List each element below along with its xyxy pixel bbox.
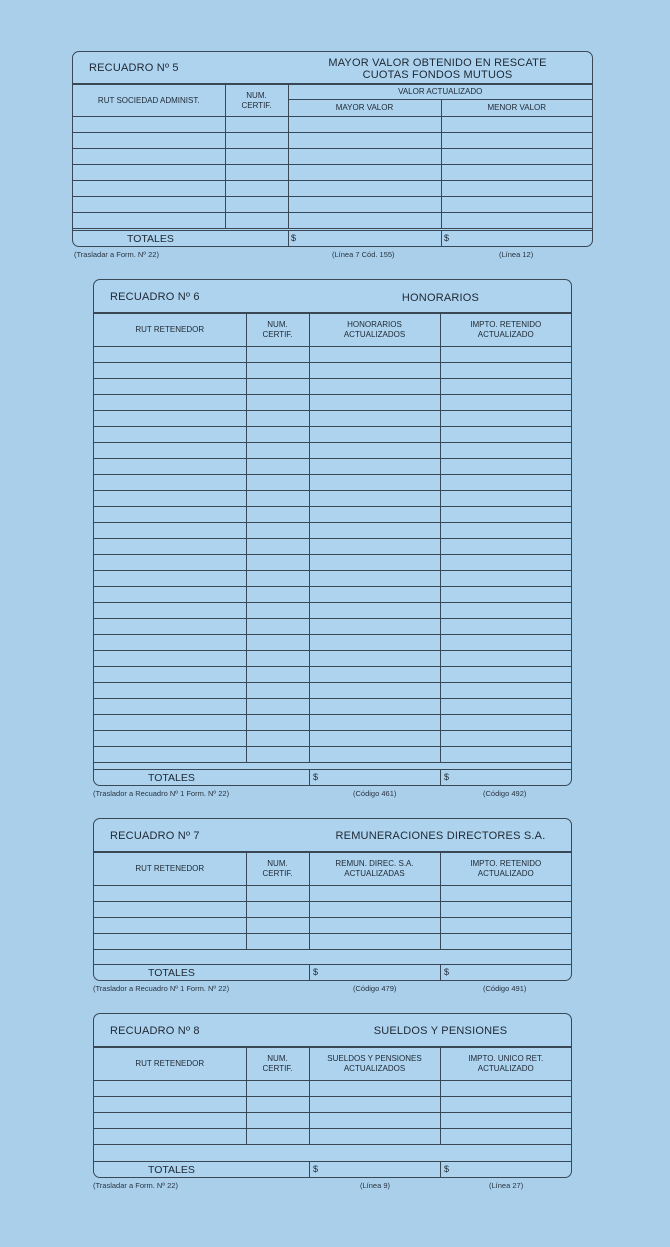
totals-impto-currency[interactable]: $ xyxy=(444,772,450,782)
table-row[interactable] xyxy=(73,133,592,149)
table-row[interactable] xyxy=(94,1113,571,1129)
recuadro-6-note-col3: (Código 461) xyxy=(353,789,397,798)
col-impto-unico: IMPTO. UNICO RET. ACTUALIZADO xyxy=(440,1048,571,1081)
table-row[interactable] xyxy=(94,934,571,950)
col-num-certif: NUM. CERTIF. xyxy=(246,314,309,347)
recuadro-6-note-col4: (Código 492) xyxy=(483,789,527,798)
table-row[interactable] xyxy=(94,507,571,523)
totals-label: TOTALES xyxy=(148,772,195,784)
recuadro-5-box xyxy=(72,51,593,247)
recuadro-8-box xyxy=(93,1013,572,1178)
col-honorarios: HONORARIOS ACTUALIZADOS xyxy=(309,314,440,347)
recuadro-6-title: HONORARIOS xyxy=(401,292,480,304)
recuadro-8-table xyxy=(94,1047,571,1145)
recuadro-7-note-col4: (Código 491) xyxy=(483,984,527,993)
table-row[interactable] xyxy=(94,459,571,475)
totals-sueldos-currency[interactable]: $ xyxy=(313,1164,319,1174)
recuadro-7-note-col3: (Código 479) xyxy=(353,984,397,993)
table-row[interactable] xyxy=(94,1097,571,1113)
table-row[interactable] xyxy=(73,149,592,165)
recuadro-6-totals xyxy=(94,769,571,785)
recuadro-8-note-col3: (Línea 9) xyxy=(360,1181,391,1190)
recuadro-7-note-transfer: (Traslador a Recuadro Nº 1 Form. Nº 22) xyxy=(93,984,230,993)
table-row[interactable] xyxy=(94,443,571,459)
table-row[interactable] xyxy=(94,603,571,619)
table-row[interactable] xyxy=(73,197,592,213)
totals-label: TOTALES xyxy=(127,233,174,245)
recuadro-7-table xyxy=(94,852,571,950)
table-row[interactable] xyxy=(94,523,571,539)
totals-impto-currency[interactable]: $ xyxy=(444,967,450,977)
table-row[interactable] xyxy=(94,411,571,427)
recuadro-7-number: RECUADRO Nº 7 xyxy=(110,830,200,842)
table-row[interactable] xyxy=(94,902,571,918)
table-row[interactable] xyxy=(94,1129,571,1145)
table-row[interactable] xyxy=(94,347,571,363)
recuadro-5-note-col3: (Línea 7 Cód. 155) xyxy=(332,250,395,259)
table-row[interactable] xyxy=(94,715,571,731)
col-rut-retenedor: RUT RETENEDOR xyxy=(94,314,246,347)
col-rut-sociedad: RUT SOCIEDAD ADMINIST. xyxy=(73,85,225,117)
table-row[interactable] xyxy=(73,181,592,197)
col-rut-retenedor: RUT RETENEDOR xyxy=(94,853,246,886)
table-row[interactable] xyxy=(94,683,571,699)
table-row[interactable] xyxy=(73,165,592,181)
totals-remun-currency[interactable]: $ xyxy=(313,967,319,977)
col-mayor-valor: MAYOR VALOR xyxy=(288,100,441,117)
table-row[interactable] xyxy=(94,379,571,395)
col-menor-valor: MENOR VALOR xyxy=(441,100,592,117)
recuadro-5-note-col4: (Línea 12) xyxy=(499,250,534,259)
table-row[interactable] xyxy=(94,747,571,763)
totals-mayor-currency[interactable]: $ xyxy=(291,233,297,243)
table-row[interactable] xyxy=(94,667,571,683)
col-remun-directores: REMUN. DIREC. S.A. ACTUALIZADAS xyxy=(309,853,440,886)
recuadro-5-header xyxy=(73,52,592,84)
table-row[interactable] xyxy=(94,475,571,491)
recuadro-5-number: RECUADRO Nº 5 xyxy=(89,62,179,74)
recuadro-5-totals xyxy=(73,230,592,246)
table-row[interactable] xyxy=(94,395,571,411)
col-num-certif: NUM. CERTIF. xyxy=(246,853,309,886)
recuadro-5-title-line2: CUOTAS FONDOS MUTUOS xyxy=(362,69,513,81)
table-row[interactable] xyxy=(94,363,571,379)
table-row[interactable] xyxy=(73,213,592,229)
totals-impto-currency[interactable]: $ xyxy=(444,1164,450,1174)
totals-label: TOTALES xyxy=(148,1164,195,1176)
recuadro-7-header xyxy=(94,819,571,852)
col-rut-retenedor: RUT RETENEDOR xyxy=(94,1048,246,1081)
totals-label: TOTALES xyxy=(148,967,195,979)
table-row[interactable] xyxy=(94,619,571,635)
recuadro-5-title-line1: MAYOR VALOR OBTENIDO EN RESCATE xyxy=(328,57,547,69)
table-row[interactable] xyxy=(94,918,571,934)
recuadro-5-table xyxy=(73,84,592,229)
table-row[interactable] xyxy=(94,587,571,603)
table-row[interactable] xyxy=(94,539,571,555)
recuadro-7-title: REMUNERACIONES DIRECTORES S.A. xyxy=(335,830,546,842)
recuadro-7-totals xyxy=(94,964,571,980)
table-row[interactable] xyxy=(73,117,592,133)
recuadro-5-title xyxy=(283,57,592,81)
recuadro-8-title: SUELDOS Y PENSIONES xyxy=(373,1025,508,1037)
col-sueldos-pensiones: SUELDOS Y PENSIONES ACTUALIZADOS xyxy=(309,1048,440,1081)
totals-honorarios-currency[interactable]: $ xyxy=(313,772,319,782)
table-row[interactable] xyxy=(94,699,571,715)
col-num-certif: NUM. CERTIF. xyxy=(225,85,288,117)
table-row[interactable] xyxy=(94,731,571,747)
table-row[interactable] xyxy=(94,491,571,507)
table-row[interactable] xyxy=(94,886,571,902)
table-row[interactable] xyxy=(94,1081,571,1097)
table-row[interactable] xyxy=(94,571,571,587)
col-impto-retenido: IMPTO. RETENIDO ACTUALIZADO xyxy=(440,314,571,347)
recuadro-8-note-transfer: (Trasladar a Form. Nº 22) xyxy=(93,1181,178,1190)
table-row[interactable] xyxy=(94,427,571,443)
col-impto-retenido: IMPTO. RETENIDO ACTUALIZADO xyxy=(440,853,571,886)
recuadro-6-table xyxy=(94,313,571,763)
recuadro-8-note-col4: (Línea 27) xyxy=(489,1181,524,1190)
table-row[interactable] xyxy=(94,635,571,651)
recuadro-8-number: RECUADRO Nº 8 xyxy=(110,1025,200,1037)
recuadro-8-header xyxy=(94,1014,571,1047)
table-row[interactable] xyxy=(94,555,571,571)
col-num-certif: NUM. CERTIF. xyxy=(246,1048,309,1081)
table-row[interactable] xyxy=(94,651,571,667)
recuadro-8-totals xyxy=(94,1161,571,1177)
recuadro-7-box xyxy=(93,818,572,981)
recuadro-5-note-transfer: (Trasladar a Form. Nº 22) xyxy=(74,250,159,259)
recuadro-6-header xyxy=(94,280,571,313)
recuadro-6-number: RECUADRO Nº 6 xyxy=(110,291,200,303)
recuadro-6-box xyxy=(93,279,572,786)
col-valor-actualizado: VALOR ACTUALIZADO xyxy=(288,85,592,100)
recuadro-6-note-transfer: (Traslador a Recuadro Nº 1 Form. Nº 22) xyxy=(93,789,230,798)
totals-menor-currency[interactable]: $ xyxy=(444,233,450,243)
